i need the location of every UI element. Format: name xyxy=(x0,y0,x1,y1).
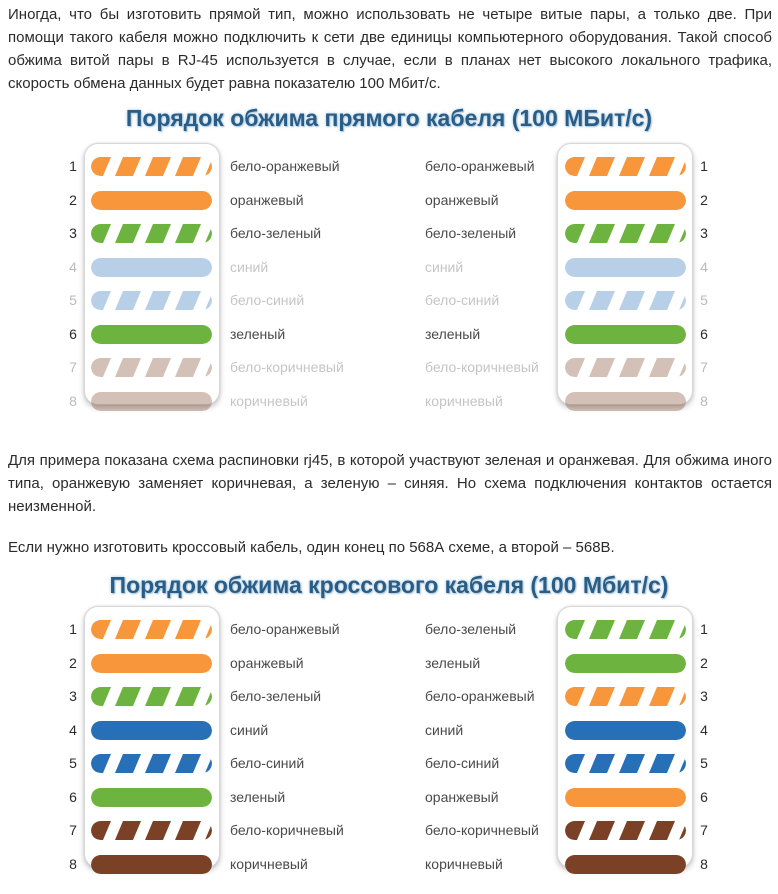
wire-white-blue xyxy=(565,754,686,773)
wire-white-green xyxy=(91,224,212,243)
wire-green xyxy=(91,325,212,344)
wire-label: бело-синий xyxy=(230,292,305,308)
wire-blue xyxy=(565,721,686,740)
wire-brown xyxy=(565,392,686,411)
intro-paragraph: Иногда, что бы изготовить прямой тип, можно использовать не четыре витые пары, а только две. При помощи такого кабеля можно подключить к сети две единицы компьютерного оборудования. Такой способ обжима витой пары в RJ-45 используется в случае, если в планах нет высокого локального трафика, скорость обмена данных будет равна показателю 100 Мбит/с. xyxy=(8,6,772,92)
pin-number: 2 xyxy=(69,654,77,671)
wire-label: коричневый xyxy=(230,392,308,409)
pin-number: 6 xyxy=(69,325,77,342)
wire-blue xyxy=(565,258,686,277)
pin-number: 8 xyxy=(700,392,708,409)
wire-blue xyxy=(91,258,212,277)
wire-label: оранжевый xyxy=(425,788,499,805)
wire-label: синий xyxy=(230,258,269,275)
wire-label: бело-зеленый xyxy=(230,225,322,241)
wire-label: бело-коричневый xyxy=(230,822,344,838)
wire-white-brown xyxy=(565,821,686,840)
wire-label: синий xyxy=(230,721,269,738)
wire-label: бело-оранжевый xyxy=(425,158,535,174)
pin-number: 5 xyxy=(700,755,708,771)
wire-white-orange xyxy=(91,157,212,176)
wire-label: зеленый xyxy=(425,325,481,342)
wire-label: бело-коричневый xyxy=(425,359,539,375)
wire-white-blue xyxy=(565,291,686,310)
pin-number: 7 xyxy=(700,359,708,375)
wire-label: бело-зеленый xyxy=(425,621,517,637)
wire-label: бело-коричневый xyxy=(425,822,539,838)
wire-label: бело-оранжевый xyxy=(230,621,340,637)
wire-white-brown xyxy=(91,358,212,377)
wire-label: зеленый xyxy=(230,325,286,342)
wire-label: бело-синий xyxy=(230,755,305,771)
pin-number: 3 xyxy=(69,225,77,241)
wire-blue xyxy=(91,721,212,740)
wire-label: оранжевый xyxy=(230,654,304,671)
pin-number: 6 xyxy=(700,788,708,805)
pin-number: 7 xyxy=(700,822,708,838)
wire-green xyxy=(91,788,212,807)
wire-green xyxy=(565,325,686,344)
wire-white-brown xyxy=(91,821,212,840)
wire-white-green xyxy=(565,620,686,639)
wire-white-orange xyxy=(565,687,686,706)
pin-number: 5 xyxy=(69,292,77,308)
wire-white-orange xyxy=(565,157,686,176)
pin-number: 6 xyxy=(69,788,77,805)
wire-orange xyxy=(565,191,686,210)
wire-label: бело-оранжевый xyxy=(425,688,535,704)
pin-number: 2 xyxy=(69,191,77,208)
pin-number: 7 xyxy=(69,822,77,838)
wire-orange xyxy=(91,654,212,673)
wire-white-brown xyxy=(565,358,686,377)
wire-label: бело-зеленый xyxy=(230,688,322,704)
wire-label: коричневый xyxy=(230,855,308,872)
wire-label: оранжевый xyxy=(230,191,304,208)
wire-orange xyxy=(91,191,212,210)
wire-white-blue xyxy=(91,754,212,773)
pin-number: 4 xyxy=(700,258,708,275)
wire-label: бело-коричневый xyxy=(230,359,344,375)
wire-white-green xyxy=(91,687,212,706)
pin-number: 1 xyxy=(700,621,708,637)
pin-number: 4 xyxy=(69,258,77,275)
pin-number: 3 xyxy=(700,688,708,704)
wire-label: коричневый xyxy=(425,855,503,872)
wire-green xyxy=(565,654,686,673)
pin-number: 7 xyxy=(69,359,77,375)
wire-label: оранжевый xyxy=(425,191,499,208)
pin-number: 5 xyxy=(69,755,77,771)
wire-brown xyxy=(91,392,212,411)
pin-number: 4 xyxy=(69,721,77,738)
wire-brown xyxy=(565,855,686,874)
wire-label: бело-оранжевый xyxy=(230,158,340,174)
wire-label: бело-зеленый xyxy=(425,225,517,241)
wire-label: зеленый xyxy=(425,654,481,671)
pin-number: 5 xyxy=(700,292,708,308)
pin-number: 2 xyxy=(700,654,708,671)
pin-number: 1 xyxy=(69,621,77,637)
pin-number: 3 xyxy=(69,688,77,704)
pin-number: 8 xyxy=(69,855,77,872)
pinout-paragraph: Для примера показана схема распиновки rj45, в которой участвуют зеленая и оранжевая. Для обжима иного типа, оранжевую заменяет коричневая, а зеленую – синяя. Но схема подключения контактов остается неизменной. xyxy=(8,452,772,515)
crossover-intro-paragraph: Если нужно изготовить кроссовый кабель, один конец по 568А схеме, а второй – 568В. xyxy=(8,539,615,556)
wire-label: бело-синий xyxy=(425,755,500,771)
wire-label: синий xyxy=(425,258,464,275)
wire-white-orange xyxy=(91,620,212,639)
wire-label: бело-синий xyxy=(425,292,500,308)
straight-cable-title: Порядок обжима прямого кабеля (100 МБит/с) xyxy=(125,105,653,131)
pin-number: 8 xyxy=(69,392,77,409)
wire-label: синий xyxy=(425,721,464,738)
wire-white-blue xyxy=(91,291,212,310)
wire-white-green xyxy=(565,224,686,243)
pin-number: 8 xyxy=(700,855,708,872)
pin-number: 3 xyxy=(700,225,708,241)
pin-number: 6 xyxy=(700,325,708,342)
pin-number: 4 xyxy=(700,721,708,738)
wire-brown xyxy=(91,855,212,874)
wire-label: зеленый xyxy=(230,788,286,805)
wire-label: коричневый xyxy=(425,392,503,409)
crossover-cable-title: Порядок обжима кроссового кабеля (100 Мбит/с) xyxy=(109,572,669,598)
pin-number: 2 xyxy=(700,191,708,208)
pin-number: 1 xyxy=(700,158,708,174)
wire-orange xyxy=(565,788,686,807)
pin-number: 1 xyxy=(69,158,77,174)
